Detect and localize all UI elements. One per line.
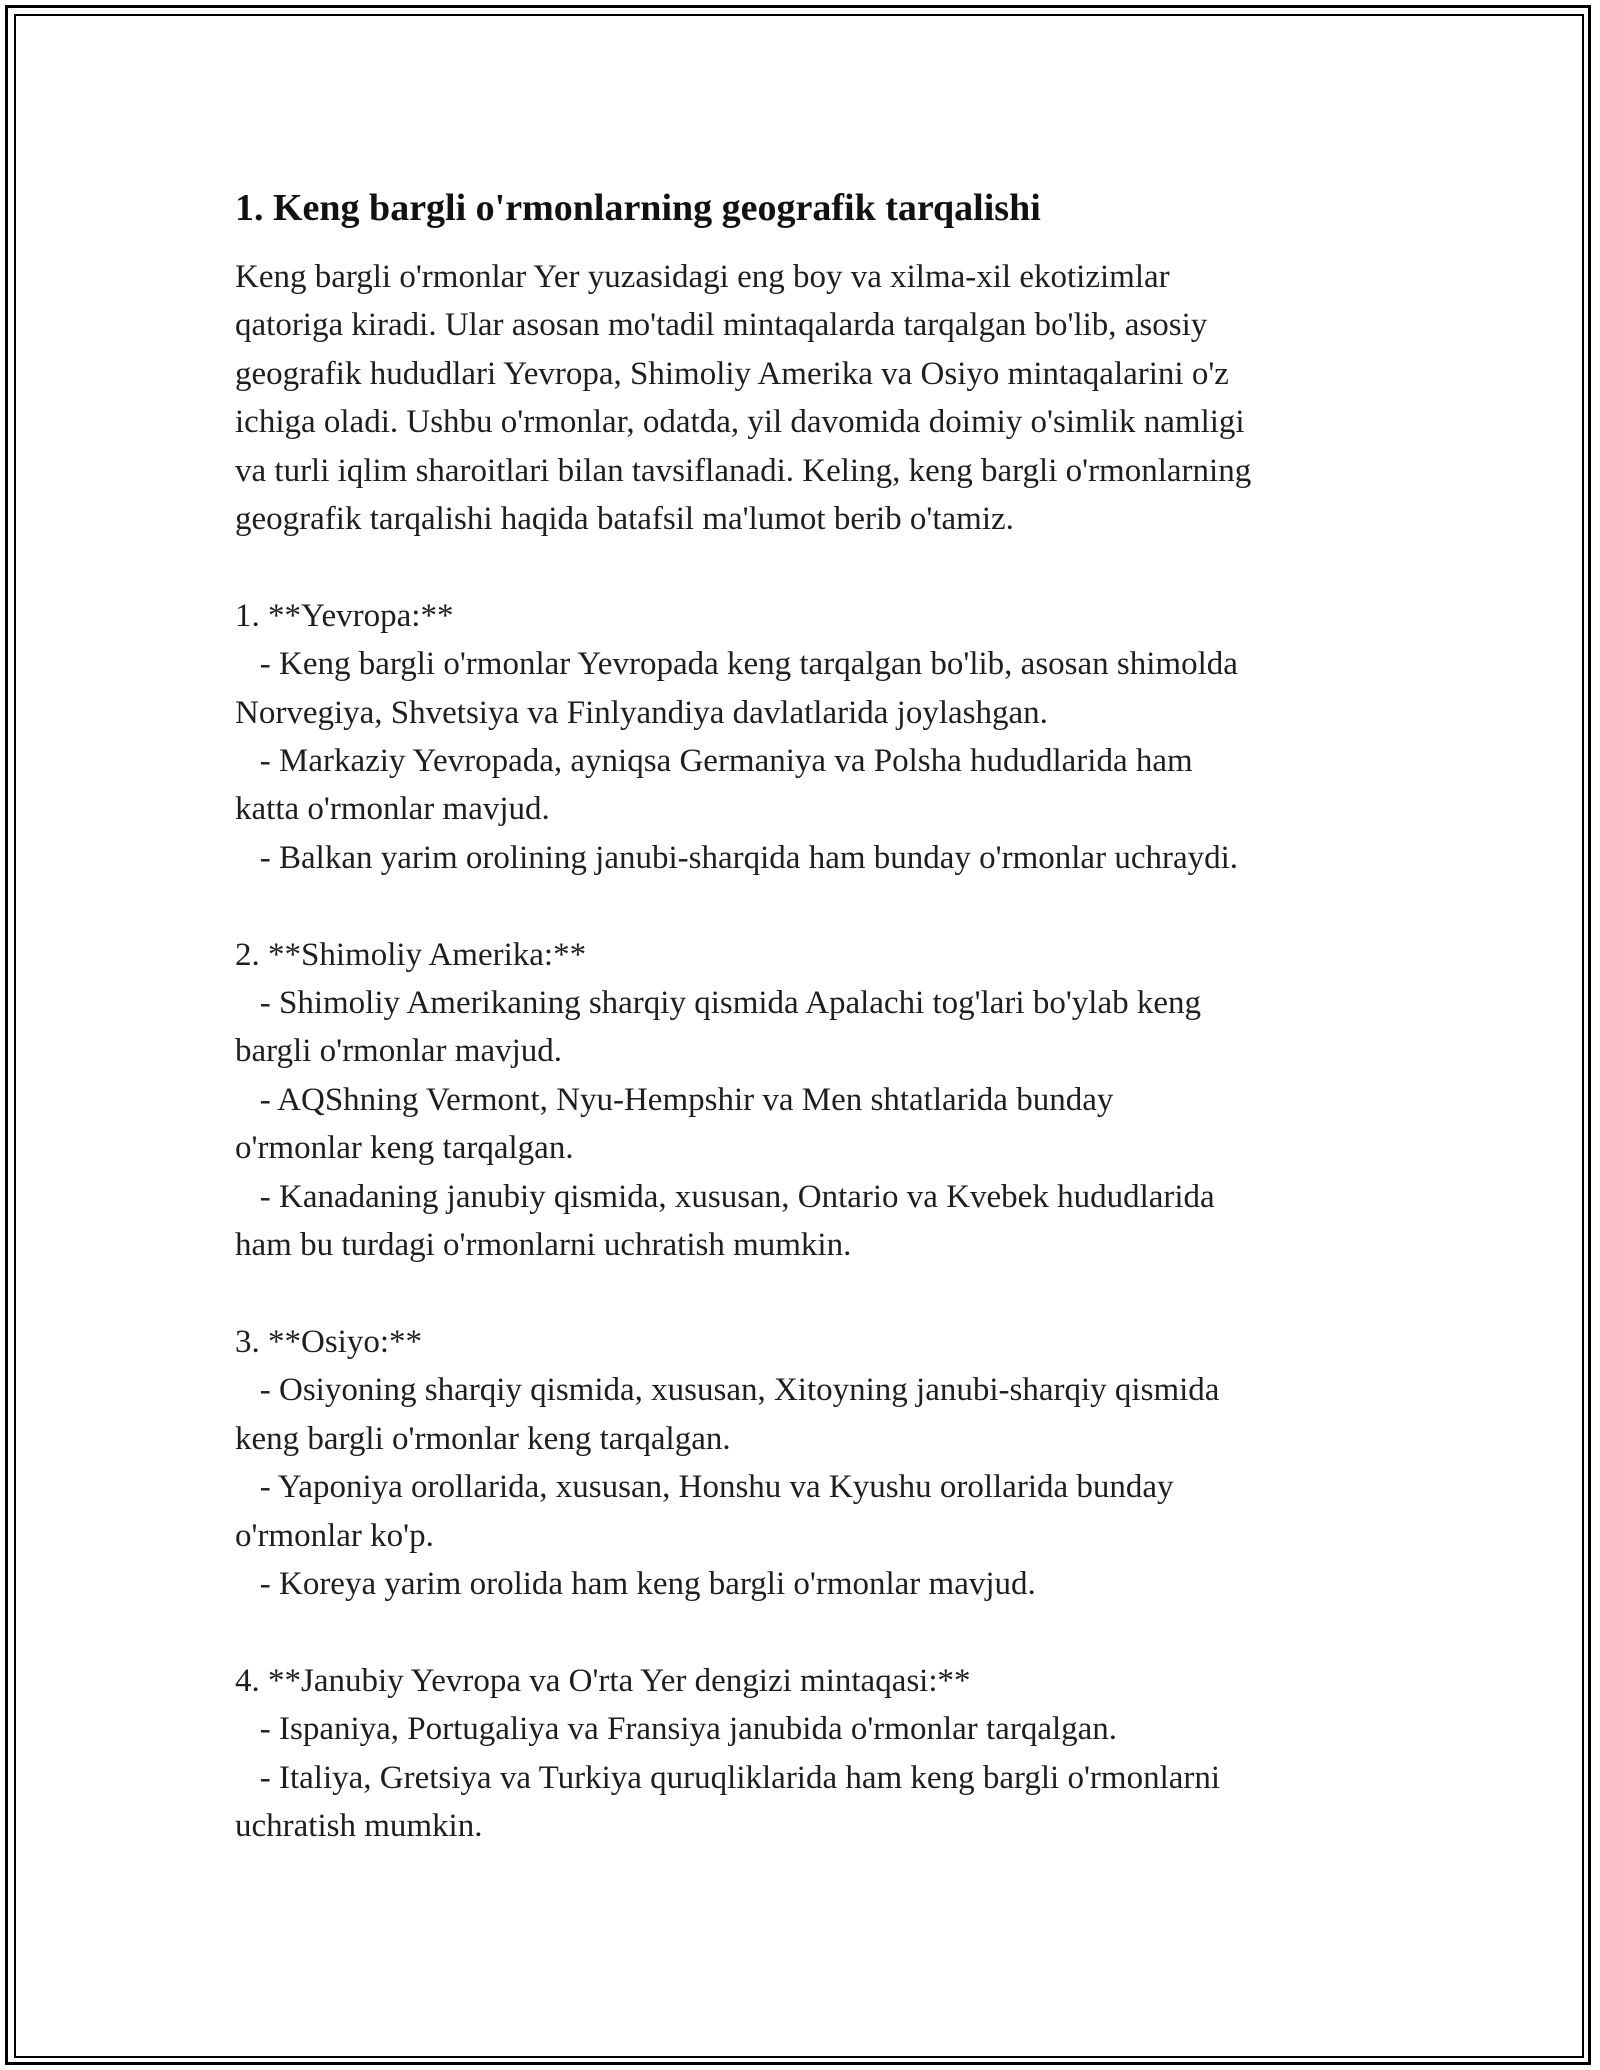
document-body [235,185,1395,1850]
list-item: - Balkan yarim orolining janubi-sharqida ham bunday o'rmonlar uchraydi. [235,839,1239,876]
list-item: - Ispaniya, Portugaliya va Fransiya janubida o'rmonlar tarqalgan. [235,1711,1118,1748]
section-title: 1. **Yevropa:** [235,597,454,634]
list-item: - Yaponiya orollarida, xususan, Honshu va Kyushu orollarida bunday o'rmonlar ko'p. [235,1469,1174,1554]
list-item: - Koreya yarim orolida ham keng bargli o'rmonlar mavjud. [235,1565,1036,1602]
spacer [235,1608,1395,1656]
section-title: 2. **Shimoliy Amerika:** [235,936,587,973]
list-item: - Italiya, Gretsiya va Turkiya quruqliklarida ham keng bargli o'rmonlarni uchratish mumkin. [235,1759,1221,1844]
section-heading: 1. Keng bargli o'rmonlarning geografik tarqalishi [235,187,1041,229]
section-southern-europe [235,1657,1395,1851]
spacer [235,543,1395,591]
list-item: - Shimoliy Amerikaning sharqiy qismida Apalachi tog'lari bo'ylab keng bargli o'rmonlar mavjud. [235,985,1201,1070]
list-item: - AQShning Vermont, Nyu-Hempshir va Men shtatlarida bunday o'rmonlar keng tarqalgan. [235,1081,1114,1167]
section-north-america [235,931,1395,1270]
spacer [235,1270,1395,1318]
section-europe [235,592,1395,882]
section-asia [235,1318,1395,1608]
list-item: - Keng bargli o'rmonlar Yevropada keng tarqalgan bo'lib, asosan shimolda Norvegiya, Shvetsiya va Finlyandiya davlatlarida joylashgan. [235,646,1238,731]
intro-paragraph: Keng bargli o'rmonlar Yer yuzasidagi eng boy va xilma-xil ekotizimlar qatoriga kiradi. Ular asosan mo'tadil mintaqalarda tarqalgan bo'lib, asosiy geografik hududlari Yevropa, Shimoliy Amerika va Osiyo mintaqalarini o'z ichiga oladi. Ushbu o'rmonlar, odatda, yil davomida doimiy o'simlik namligi va turli iqlim sharoitlari bilan tavsiflanadi. Keling, keng bargli o'rmonlarning geografik tarqalishi haqida batafsil ma'lumot berib o'tamiz. [235,259,1252,538]
list-item: - Markaziy Yevropada, ayniqsa Germaniya va Polsha hududlarida ham katta o'rmonlar mavjud. [235,743,1193,828]
spacer [235,882,1395,930]
list-item: - Osiyoning sharqiy qismida, xususan, Xitoyning janubi-sharqiy qismida keng bargli o'rmonlar keng tarqalgan. [235,1372,1220,1457]
list-item: - Kanadaning janubiy qismida, xususan, Ontario va Kvebek hududlarida ham bu turdagi o'rmonlarni uchratish mumkin. [235,1178,1215,1264]
section-title: 4. **Janubiy Yevropa va O'rta Yer dengizi mintaqasi:** [235,1662,971,1699]
section-title: 3. **Osiyo:** [235,1323,423,1360]
